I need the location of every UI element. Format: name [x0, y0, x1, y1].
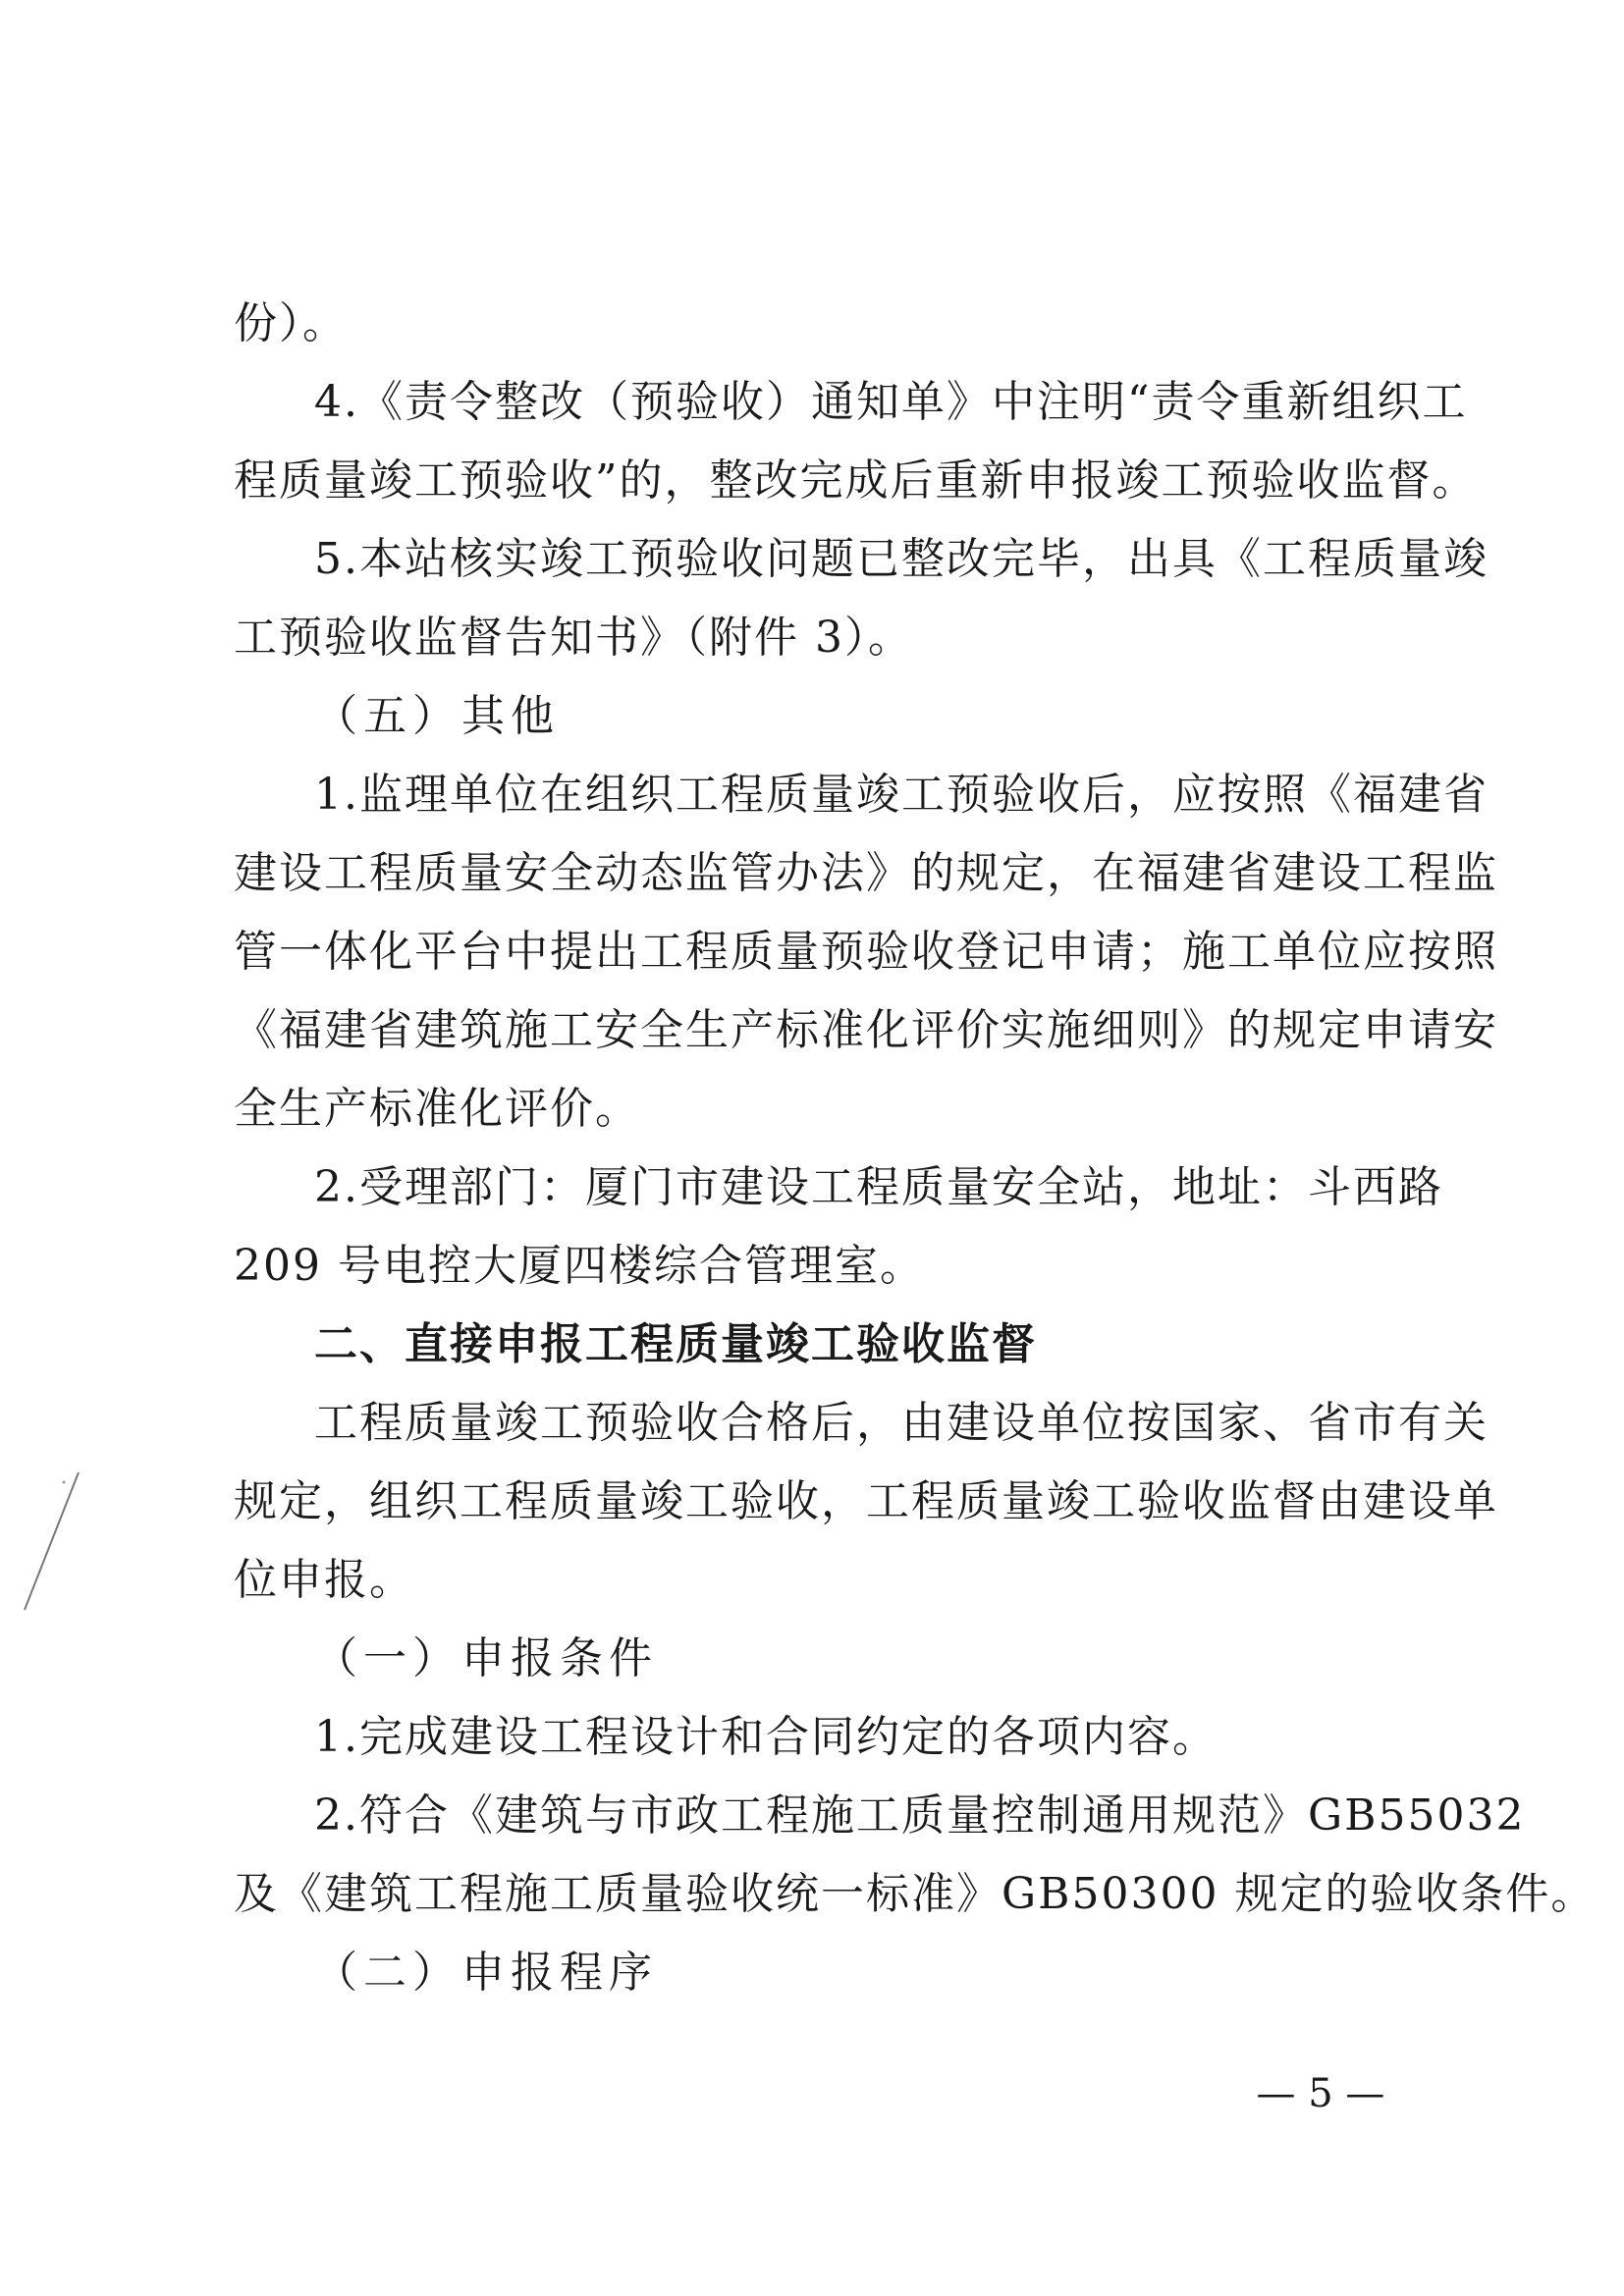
paragraph-item-5-line-1: 5.本站核实竣工预验收问题已整改完毕，出具《工程质量竣 — [314, 534, 1489, 584]
paragraph-other-1-line-3: 管一体化平台中提出工程质量预验收登记申请；施工单位应按照 — [234, 927, 1498, 977]
paragraph-direct-line-1: 工程质量竣工预验收合格后，由建设单位按国家、省市有关 — [314, 1398, 1489, 1448]
paragraph-direct-line-3: 位申报。 — [234, 1555, 414, 1605]
paragraph-other-1-line-5: 全生产标准化评价。 — [234, 1084, 640, 1134]
paragraph-item-4-line-2: 程质量竣工预验收”的，整改完成后重新申报竣工预验收监督。 — [234, 455, 1478, 506]
text-line-continuation: 份）。 — [234, 298, 348, 348]
paragraph-condition-2-line-2: 及《建筑工程施工质量验收统一标准》GB50300 规定的验收条件。 — [234, 1869, 1597, 1919]
page-number: — 5 — — [1256, 2071, 1385, 2116]
paragraph-direct-line-2: 规定，组织工程质量竣工验收，工程质量竣工验收监督由建设单 — [234, 1476, 1498, 1526]
section-heading-direct-application: 二、直接申报工程质量竣工验收监督 — [314, 1319, 1037, 1369]
subheading-application-procedure: （二）申报程序 — [314, 1948, 658, 1998]
scan-artifact-mark — [10, 1463, 88, 1620]
paragraph-item-5-line-2: 工预验收监督告知书》（附件 3）。 — [234, 613, 913, 663]
paragraph-other-1-line-2: 建设工程质量安全动态监管办法》的规定，在福建省建设工程监 — [234, 848, 1498, 898]
paragraph-item-4-line-1: 4.《责令整改（预验收）通知单》中注明“责令重新组织工 — [314, 377, 1468, 427]
paragraph-other-2-line-1: 2.受理部门：厦门市建设工程质量安全站，地址：斗西路 — [314, 1162, 1443, 1212]
paragraph-other-1-line-4: 《福建省建筑施工安全生产标准化评价实施细则》的规定申请安 — [234, 1005, 1498, 1055]
subheading-application-conditions: （一）申报条件 — [314, 1633, 658, 1683]
paragraph-other-1-line-1: 1.监理单位在组织工程质量竣工预验收后，应按照《福建省 — [314, 770, 1489, 820]
subheading-other: （五）其他 — [314, 691, 560, 741]
paragraph-condition-1: 1.完成建设工程设计和合同约定的各项内容。 — [314, 1712, 1218, 1762]
paragraph-condition-2-line-1: 2.符合《建筑与市政工程施工质量控制通用规范》GB55032 — [314, 1790, 1526, 1841]
paragraph-other-2-line-2: 209 号电控大厦四楼综合管理室。 — [234, 1241, 925, 1291]
